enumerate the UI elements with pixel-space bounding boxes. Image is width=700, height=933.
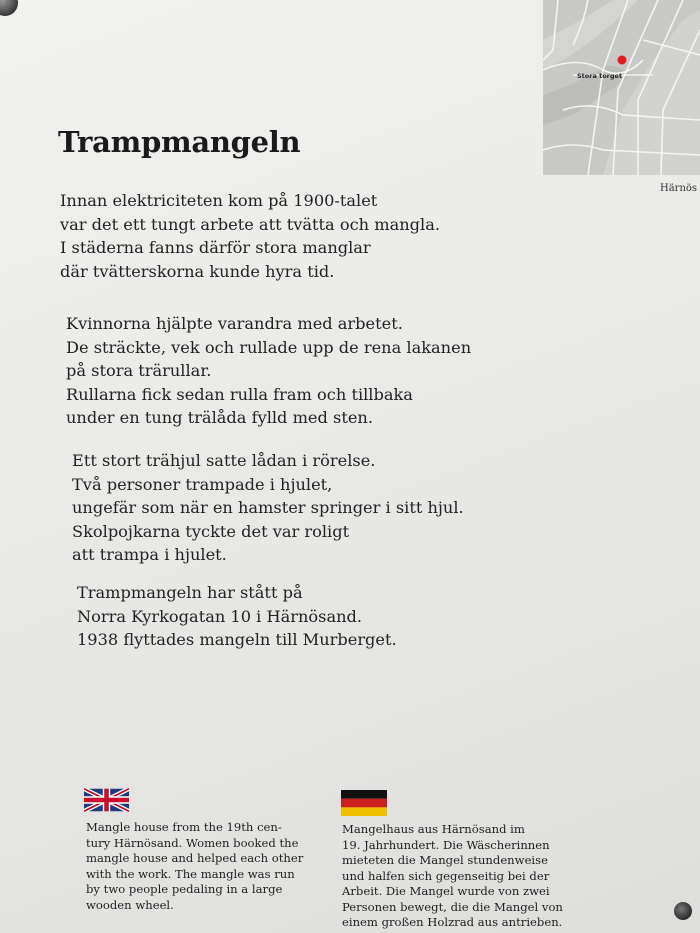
text-line: Två personer trampade i hjulet, (72, 474, 333, 494)
text-line: var det ett tungt arbete att tvätta och mangla. (60, 214, 440, 234)
text-line: Kvinnorna hjälpte varandra med arbetet. (66, 314, 403, 333)
text-line: 19. Jahrhundert. Die Wäscherinnen (342, 837, 550, 852)
text-line: mieteten die Mangel stundenweise (342, 853, 548, 867)
text-line: I städerna fanns därför stora manglar (60, 238, 371, 257)
german-description (342, 822, 563, 931)
text-line: Trampmangeln har stått på (77, 583, 303, 602)
text-line: Mangelhaus aus Härnösand im (342, 822, 525, 836)
map-caption: Härnös (660, 183, 698, 194)
text-line: Personen bewegt, die die Mangel von (342, 899, 563, 914)
german-flag-icon (341, 790, 387, 816)
text-line: ungefär som när en hamster springer i sitt hjul. (72, 498, 464, 517)
street-map (543, 0, 700, 175)
text-line: Rullarna fick sedan rulla fram och tillbaka (66, 384, 413, 404)
map-place-label: Stora torget (577, 72, 623, 80)
text-line: Norra Kyrkogatan 10 i Härnösand. (77, 606, 363, 626)
uk-flag-icon (84, 788, 129, 812)
text-line: und halfen sich gegenseitig bei der (342, 868, 550, 883)
paragraph-3 (72, 449, 464, 567)
text-line: by two people pedaling in a large (86, 882, 283, 896)
text-line: 1938 flyttades mangeln till Murberget. (77, 630, 397, 649)
text-line: tury Härnösand. Women booked the (86, 835, 299, 850)
text-line: with the work. The mangle was run (86, 866, 295, 881)
text-line: De sträckte, vek och rullade upp de rena lakanen (66, 337, 472, 357)
text-line: på stora trärullar. (66, 361, 212, 380)
page-title: Trampmangeln (58, 125, 301, 159)
paragraph-1 (60, 189, 440, 283)
text-line: Mangle house from the 19th cen- (86, 820, 282, 834)
text-line: att trampa i hjulet. (72, 545, 227, 564)
text-line: einem großen Holzrad aus antrieben. (342, 915, 563, 929)
english-description (86, 820, 303, 913)
screw-top-left (0, 0, 18, 16)
paragraph-2 (66, 312, 471, 430)
location-marker-icon (618, 56, 627, 65)
text-line: Ett stort trähjul satte lådan i rörelse. (72, 451, 376, 470)
text-line: mangle house and helped each other (86, 851, 304, 865)
paragraph-4 (77, 581, 397, 652)
text-line: under en tung trälåda fylld med sten. (66, 408, 373, 427)
text-line: wooden wheel. (86, 897, 174, 912)
text-line: Skolpojkarna tyckte det var roligt (72, 521, 350, 541)
text-line: där tvätterskorna kunde hyra tid. (60, 261, 335, 281)
map-graphic (543, 0, 700, 175)
text-line: Arbeit. Die Mangel wurde von zwei (342, 884, 550, 898)
screw-bottom-right (674, 902, 692, 920)
text-line: Innan elektriciteten kom på 1900-talet (60, 191, 378, 210)
